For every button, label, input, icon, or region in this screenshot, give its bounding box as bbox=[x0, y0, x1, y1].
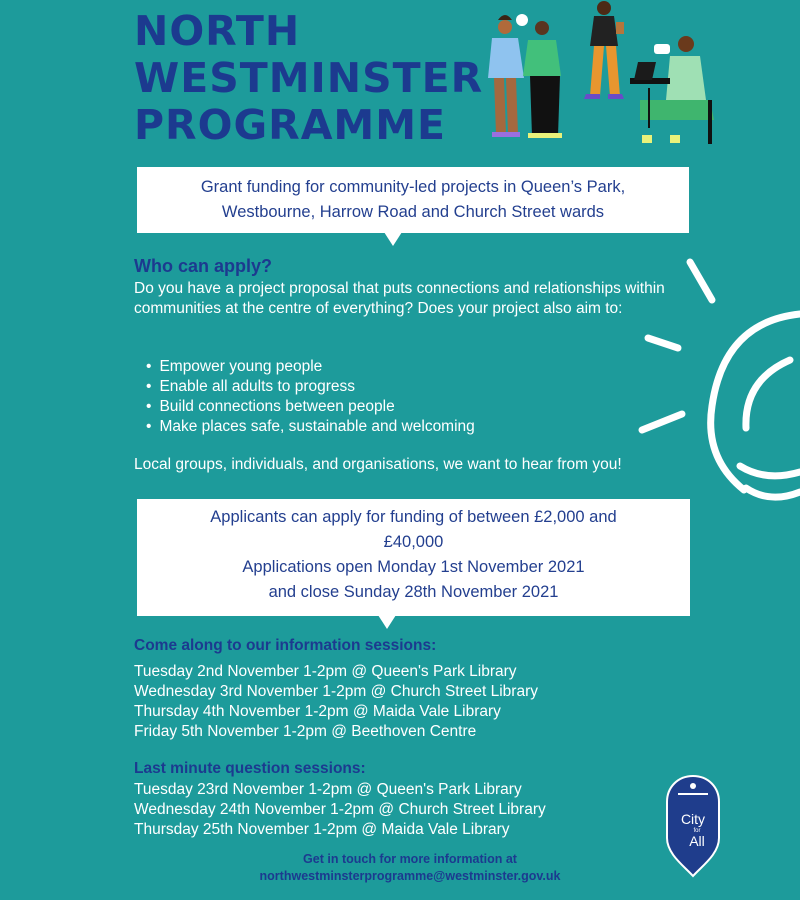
list-item: • Make places safe, sustainable and welcoming bbox=[146, 417, 475, 437]
funding-line-4: and close Sunday 28th November 2021 bbox=[268, 583, 559, 601]
funding-line-1: Applicants can apply for funding of between £2,000 and bbox=[210, 508, 617, 526]
list-item: • Enable all adults to progress bbox=[146, 377, 475, 397]
contact-line: Get in touch for more information at bbox=[303, 852, 517, 866]
bubble-tail bbox=[378, 615, 396, 629]
funding-line-3: Applications open Monday 1st November 2021 bbox=[242, 558, 585, 576]
list-item: Tuesday 2nd November 1-2pm @ Queen's Park Library bbox=[134, 663, 517, 680]
contact-email[interactable]: northwestminsterprogramme@westminster.gov.uk bbox=[259, 869, 561, 883]
who-can-apply-heading: Who can apply? bbox=[134, 256, 273, 276]
bubble-tail bbox=[384, 232, 402, 246]
list-item: Wednesday 24th November 1-2pm @ Church Street Library bbox=[134, 801, 546, 818]
list-item: Friday 5th November 1-2pm @ Beethoven Centre bbox=[134, 723, 477, 740]
page-title bbox=[134, 8, 483, 149]
list-item: • Empower young people bbox=[146, 357, 475, 377]
question-sessions-heading: Last minute question sessions: bbox=[134, 760, 366, 777]
info-sessions-heading: Come along to our information sessions: bbox=[134, 637, 437, 654]
info-sessions-list bbox=[134, 662, 538, 742]
list-item: Wednesday 3rd November 1-2pm @ Church Street Library bbox=[134, 683, 538, 700]
grant-intro-bubble bbox=[137, 167, 689, 233]
question-sessions-list bbox=[134, 780, 546, 840]
lightbulb-outline-icon bbox=[620, 240, 800, 520]
contact-info bbox=[180, 851, 640, 885]
svg-text:All: All bbox=[689, 833, 705, 849]
grant-intro-line-2: Westbourne, Harrow Road and Church Street wards bbox=[221, 203, 605, 221]
title-line-1: NORTH bbox=[134, 7, 301, 55]
grant-intro-line-1: Grant funding for community-led projects in Queen’s Park, bbox=[200, 178, 626, 196]
list-item: Thursday 25th November 1-2pm @ Maida Vale Library bbox=[134, 821, 510, 838]
aims-list bbox=[146, 357, 475, 437]
list-item: • Build connections between people bbox=[146, 397, 475, 417]
city-for-all-logo bbox=[664, 774, 722, 878]
funding-line-2: £40,000 bbox=[383, 533, 444, 551]
svg-text:City: City bbox=[680, 811, 706, 827]
people-collaborating-illustration bbox=[470, 0, 730, 155]
local-groups-text: Local groups, individuals, and organisations, we want to hear from you! bbox=[134, 456, 622, 473]
title-line-3: PROGRAMME bbox=[134, 101, 447, 149]
list-item: Tuesday 23rd November 1-2pm @ Queen's Park Library bbox=[134, 781, 522, 798]
funding-bubble bbox=[137, 499, 690, 616]
title-line-2: WESTMINSTER bbox=[134, 54, 484, 102]
svg-text:for: for bbox=[693, 828, 701, 834]
list-item: Thursday 4th November 1-2pm @ Maida Vale Library bbox=[134, 703, 501, 720]
who-intro-text: Do you have a project proposal that puts connections and relationships within communities at the centre of everything? Does your project also aim to: bbox=[134, 280, 665, 317]
